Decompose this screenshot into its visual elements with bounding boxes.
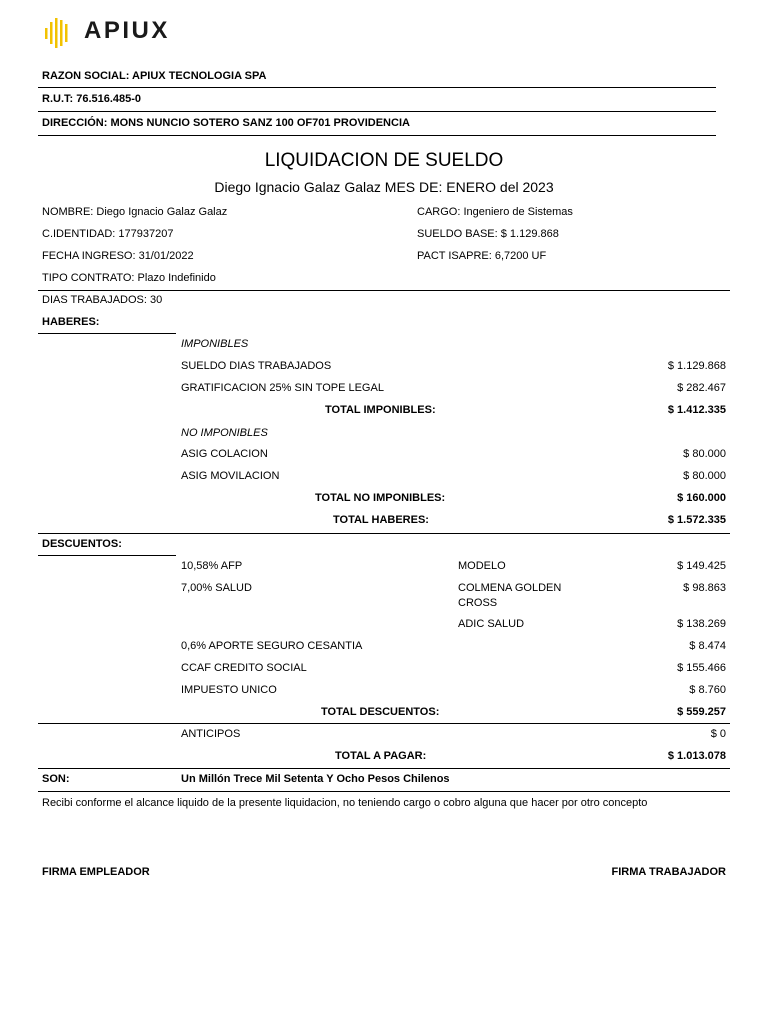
anticipos-concepto: ANTICIPOS — [181, 728, 241, 740]
descuento-detalle: MODELO — [458, 560, 506, 572]
employee-tipo-contrato: TIPO CONTRATO: Plazo Indefinido — [42, 272, 216, 284]
haber-monto: $ 1.129.868 — [667, 360, 726, 372]
divider — [38, 333, 176, 334]
descuento-concepto: 10,58% AFP — [181, 560, 243, 572]
rut: R.U.T: 76.516.485-0 — [42, 93, 142, 105]
haberes-label: HABERES: — [42, 316, 100, 328]
descuento-detalle: CROSS — [458, 597, 498, 609]
descuento-concepto: CCAF CREDITO SOCIAL — [181, 662, 307, 674]
total-haberes-label: TOTAL HABERES: — [333, 514, 429, 526]
logo-text: APIUX — [84, 17, 170, 44]
descuento-concepto: 0,6% APORTE SEGURO CESANTIA — [181, 640, 363, 652]
descuento-concepto: IMPUESTO UNICO — [181, 684, 277, 696]
son-label: SON: — [42, 773, 70, 785]
haber-monto: $ 282.467 — [677, 382, 726, 394]
firma-empleador: FIRMA EMPLEADOR — [42, 866, 150, 878]
total-no-imponibles-value: $ 160.000 — [677, 492, 726, 504]
employee-cedula: C.IDENTIDAD: 177937207 — [42, 228, 174, 240]
total-imponibles-value: $ 1.412.335 — [667, 404, 726, 416]
divider — [38, 533, 730, 534]
haber-concepto: ASIG COLACION — [181, 448, 268, 460]
haber-monto: $ 80.000 — [683, 448, 726, 460]
descuentos-label: DESCUENTOS: — [42, 538, 122, 550]
employee-sueldo-base: SUELDO BASE: $ 1.129.868 — [417, 228, 559, 240]
divider — [38, 290, 730, 291]
descuento-monto: $ 138.269 — [677, 618, 726, 630]
employee-fecha-ingreso: FECHA INGRESO: 31/01/2022 — [42, 250, 194, 262]
divider — [38, 135, 716, 136]
divider — [38, 87, 716, 88]
descuento-monto: $ 98.863 — [683, 582, 726, 594]
imponibles-label: IMPONIBLES — [181, 338, 249, 350]
haber-concepto: SUELDO DIAS TRABAJADOS — [181, 360, 332, 372]
employee-dias-trabajados: DIAS TRABAJADOS: 30 — [42, 294, 163, 306]
employee-pact-isapre: PACT ISAPRE: 6,7200 UF — [417, 250, 547, 262]
divider — [38, 723, 730, 724]
total-imponibles-label: TOTAL IMPONIBLES: — [325, 404, 436, 416]
descuento-concepto: 7,00% SALUD — [181, 582, 252, 594]
descuento-monto: $ 149.425 — [677, 560, 726, 572]
employee-cargo: CARGO: Ingeniero de Sistemas — [417, 206, 573, 218]
direccion: DIRECCIÓN: MONS NUNCIO SOTERO SANZ 100 OF701 PROVIDENCIA — [42, 117, 410, 129]
divider — [38, 555, 176, 556]
company-logo — [44, 16, 194, 50]
descuento-monto: $ 8.474 — [689, 640, 726, 652]
total-a-pagar-label: TOTAL A PAGAR: — [335, 750, 427, 762]
total-descuentos-value: $ 559.257 — [677, 706, 726, 718]
divider — [38, 111, 716, 112]
firma-trabajador: FIRMA TRABAJADOR — [611, 866, 726, 878]
page-subtitle: Diego Ignacio Galaz Galaz MES DE: ENERO del 2023 — [214, 179, 554, 195]
apiux-logo-icon — [44, 16, 78, 50]
no-imponibles-label: NO IMPONIBLES — [181, 427, 268, 439]
declaracion-text: Recibi conforme el alcance liquido de la presente liquidacion, no teniendo cargo o cobro alguna que hacer por otro concepto — [42, 797, 648, 809]
total-no-imponibles-label: TOTAL NO IMPONIBLES: — [315, 492, 446, 504]
razon-social: RAZON SOCIAL: APIUX TECNOLOGIA SPA — [42, 70, 267, 82]
haber-concepto: ASIG MOVILACION — [181, 470, 280, 482]
haber-concepto: GRATIFICACION 25% SIN TOPE LEGAL — [181, 382, 384, 394]
total-a-pagar-value: $ 1.013.078 — [667, 750, 726, 762]
divider — [38, 768, 730, 769]
page-title: LIQUIDACION DE SUELDO — [264, 150, 504, 171]
divider — [38, 791, 730, 792]
total-haberes-value: $ 1.572.335 — [667, 514, 726, 526]
total-descuentos-label: TOTAL DESCUENTOS: — [321, 706, 440, 718]
employee-nombre: NOMBRE: Diego Ignacio Galaz Galaz — [42, 206, 228, 218]
anticipos-monto: $ 0 — [710, 728, 726, 740]
descuento-detalle: ADIC SALUD — [458, 618, 525, 630]
descuento-detalle: COLMENA GOLDEN — [458, 582, 562, 594]
haber-monto: $ 80.000 — [683, 470, 726, 482]
son-texto: Un Millón Trece Mil Setenta Y Ocho Pesos Chilenos — [181, 773, 450, 785]
descuento-monto: $ 155.466 — [677, 662, 726, 674]
descuento-monto: $ 8.760 — [689, 684, 726, 696]
